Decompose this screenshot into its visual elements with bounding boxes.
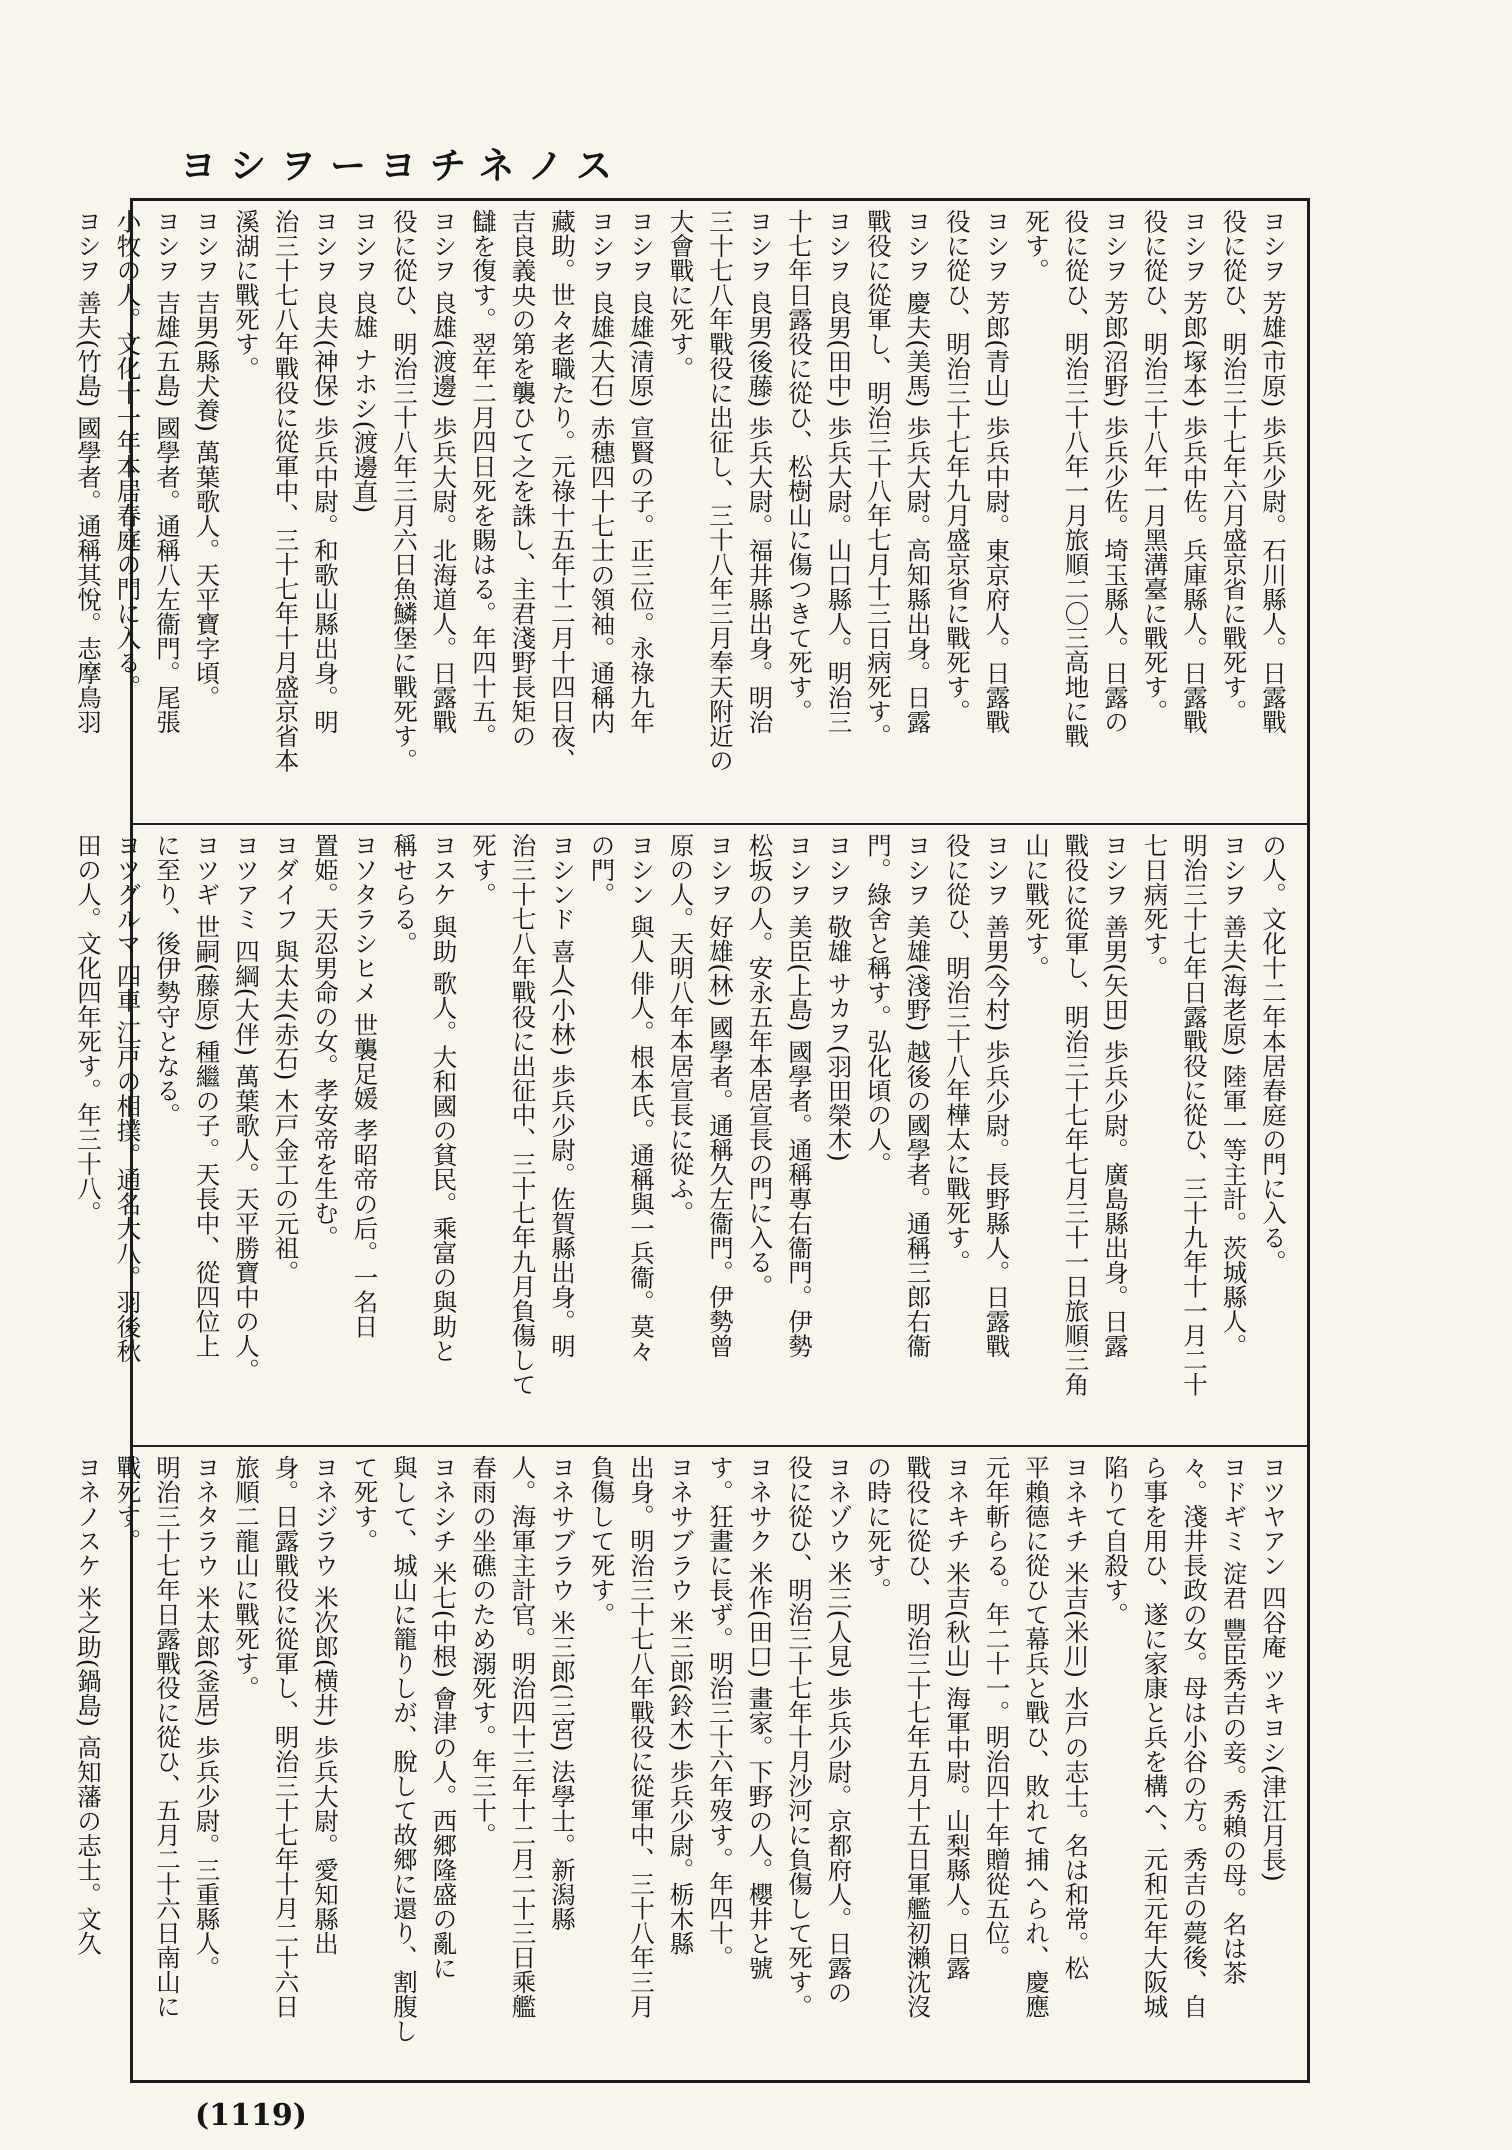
text-column: 松坂の人。安永五年本居宣長の門に入る。 xyxy=(745,833,775,1299)
text-column: ヨシヲ 吉男(縣犬養) 萬葉歌人。天平寶字頃。 xyxy=(192,209,222,710)
text-column: 平賴德に從ひて幕兵と戰ひ、敗れて捕へられ、慶應 xyxy=(1022,1455,1051,2019)
text-column: 小牧の人。文化十一年本居春庭の門に入る。 xyxy=(113,209,143,699)
text-column: ヨシヲ 善男(今村) 歩兵少尉。長野縣人。日露戰 xyxy=(982,833,1012,1358)
text-column: ヨシヲ 好雄(林) 國學者。通稱久左衞門。伊勢曾 xyxy=(706,833,735,1358)
text-column: 田の人。文化四年死す。年三十八。 xyxy=(74,833,103,1225)
text-column: 吉良義央の第を襲ひて之を誅し、主君淺野長矩の xyxy=(508,209,538,748)
text-column: 原の人。天明八年本居宣長に從ふ。 xyxy=(666,833,696,1225)
text-column: ヨツヤアン 四谷庵 ツキヨシ(津江月長) xyxy=(1259,1455,1288,1882)
text-column: ヨソタラシヒメ 世襲足媛 孝昭帝の后。一名日 xyxy=(350,833,380,1339)
text-column: ヨネサブラウ 米三郎(鈴木) 歩兵少尉。栃木縣 xyxy=(666,1455,696,1956)
text-column: ヨダイフ 與太夫(赤石) 木戸金工の元祖。 xyxy=(271,833,301,1285)
text-column: ヨシン 與人 俳人。根本氏。通稱與一兵衞。莫々 xyxy=(627,833,656,1364)
text-column: 戰役に從軍し、明治三十七年七月三十一日旅順三角 xyxy=(1061,833,1091,1397)
text-column: ヨシヲ 良男(後藤) 歩兵大尉。福井縣出身。明治 xyxy=(745,209,775,734)
text-column: ヨドギミ 淀君 豐臣秀吉の妾。秀賴の母。名は茶 xyxy=(1219,1455,1249,1986)
text-column: 稱せらる。 xyxy=(390,833,419,956)
text-band-top xyxy=(74,201,1307,823)
text-column: ヨシヲ 良雄(渡邊) 歩兵大尉。北海道人。日露戰 xyxy=(429,209,459,734)
text-column: 溪湖に戰死す。 xyxy=(232,209,261,381)
text-column: 旅順二龍山に戰死す。 xyxy=(232,1455,261,1700)
text-column: ヨネサク 米作(田口) 畫家。下野の人。櫻井と號 xyxy=(745,1455,775,1980)
text-column: 戰役に從軍し、明治三十八年七月十三日病死す。 xyxy=(864,209,893,748)
text-column: の人。文化十二年本居春庭の門に入る。 xyxy=(1259,833,1288,1274)
page-frame xyxy=(74,198,1310,2083)
text-column: 讎を復す。翌年二月四日死を賜はる。年四十五。 xyxy=(469,209,498,748)
text-column: 役に從ひ、明治三十八年三月六日魚鱗堡に戰死す。 xyxy=(390,209,419,773)
text-column: ヨシヲ 芳郎(青山) 歩兵中尉。東京府人。日露戰 xyxy=(982,209,1012,734)
text-column: ヨツギ 世嗣(藤原) 種繼の子。天長中、從四位上 xyxy=(192,833,222,1358)
text-column: ヨシヲ 美臣(上島) 國學者。通稱專右衞門。伊勢 xyxy=(785,833,814,1358)
text-column: 陷りて自殺す。 xyxy=(1101,1455,1130,1627)
text-column: 十七年日露役に從ひ、松樹山に傷つきて死す。 xyxy=(785,209,814,724)
text-column: ヨシヲ 芳郎(塚本) 歩兵中佐。兵庫縣人。日露戰 xyxy=(1180,209,1209,734)
text-column: 役に從ひ、明治三十八年樺太に戰死す。 xyxy=(943,833,972,1274)
text-column: 大會戰に死す。 xyxy=(666,209,696,381)
text-column: ヨシヲ 良夫(神保) 歩兵中尉。和歌山縣出身。明 xyxy=(311,209,340,734)
text-column: ヨシヲ 芳雄(市原) 歩兵少尉。石川縣人。日露戰 xyxy=(1259,209,1288,734)
text-column: ヨツアミ 四綱(大伴) 萬葉歌人。天平勝寶中の人。 xyxy=(232,833,261,1383)
text-column: 身。日露戰役に從軍し、明治三十七年十月二十六日 xyxy=(271,1455,301,2019)
text-column: ヨスケ 與助 歌人。大和國の貧民。乘富の與助と xyxy=(429,833,459,1364)
text-column: ヨネキチ 米吉(秋山) 海軍中尉。山梨縣人。日露 xyxy=(943,1455,972,1980)
text-column: ヨシヲ 善男(矢田) 歩兵少尉。廣島縣出身。日露 xyxy=(1101,833,1130,1358)
text-column: ヨシヲ 善夫(海老原) 陸軍一等主計。茨城縣人。 xyxy=(1219,833,1249,1358)
text-column: ヨシヲ 美雄(淺野) 越後の國學者。通稱三郎右衞 xyxy=(903,833,933,1358)
page-number: (1119) xyxy=(195,2098,307,2133)
text-column: 七日病死す。 xyxy=(1140,833,1170,980)
text-band-bottom xyxy=(74,1447,1307,2080)
text-column: ヨシンド 喜人(小林) 歩兵少尉。佐賀縣出身。明 xyxy=(548,833,577,1358)
text-column: に至り、後伊勢守となる。 xyxy=(153,833,182,1127)
running-head: ヨシヲーヨチネノス xyxy=(180,146,627,187)
text-column: 藏助。世々老職たり。元祿十五年十二月十四日夜、 xyxy=(548,209,577,773)
text-column: の時に死す。 xyxy=(864,1455,893,1602)
text-column: ヨシヲ 良男(田中) 歩兵大尉。山口縣人。明治三 xyxy=(824,209,854,734)
text-column: ヨツグルマ 四車 江戸の相撲。通名大八。羽後秋 xyxy=(113,833,143,1364)
text-column: 負傷して死す。 xyxy=(587,1455,617,1627)
text-column: て死す。 xyxy=(350,1455,380,1553)
text-column: ヨネノスケ 米之助(鍋島) 高知藩の志士。文久 xyxy=(74,1455,103,1956)
text-column: 役に從ひ、明治三十八年一月黑溝臺に戰死す。 xyxy=(1140,209,1170,724)
text-column: 門。綠舍と稱す。弘化頃の人。 xyxy=(864,833,893,1176)
text-column: ヨネサブラウ 米三郎(三宮) 法學士。新潟縣 xyxy=(548,1455,577,1931)
text-column: 明治三十七年日露戰役に從ひ、五月二十六日南山に xyxy=(153,1455,182,2019)
text-column: の門。 xyxy=(587,833,617,907)
text-column: 役に從ひ、明治三十七年六月盛京省に戰死す。 xyxy=(1219,209,1249,724)
text-band-middle xyxy=(74,825,1307,1445)
text-column: 山に戰死す。 xyxy=(1022,833,1051,980)
text-column: 治三十七八年戰役に出征中、三十七年九月負傷して xyxy=(508,833,538,1397)
text-column: 人。海軍主計官。明治四十三年十二月二十三日乘艦 xyxy=(508,1455,538,2019)
text-column: 役に從ひ、明治三十七年九月盛京省に戰死す。 xyxy=(943,209,972,724)
text-column: ヨシヲ 良雄 ナホシ(渡邊直) xyxy=(350,209,380,514)
text-column: 々。淺井長政の女。母は小谷の方。秀吉の薨後、自 xyxy=(1180,1455,1209,2019)
text-column: 役に從ひ、明治三十七年十月沙河に負傷して死す。 xyxy=(785,1455,814,2019)
text-column: 與して、城山に籠りしが、脫して故郷に還り、割腹し xyxy=(390,1455,419,2043)
text-column: 治三十七八年戰役に從軍中、三十七年十月盛京省本 xyxy=(271,209,301,773)
text-column: 明治三十七年日露戰役に從ひ、三十九年十一月二十 xyxy=(1180,833,1209,1397)
text-column: ヨネシチ 米七(中根) 會津の人。西郷隆盛の亂に xyxy=(429,1455,459,1980)
text-column: 役に從ひ、明治三十八年一月旅順二〇三高地に戰 xyxy=(1061,209,1091,748)
text-column: ヨシヲ 吉雄(五島) 國學者。通稱八左衞門。尾張 xyxy=(153,209,182,734)
text-column: 置姫。天忍男命の女。孝安帝を生む。 xyxy=(311,833,340,1250)
text-column: 春雨の坐礁のため溺死す。年三十。 xyxy=(469,1455,498,1847)
text-column: ヨシヲ 善夫(竹島) 國學者。通稱其悅。志摩鳥羽 xyxy=(74,209,103,734)
text-column: ヨネジラウ 米次郎(横井) 歩兵大尉。愛知縣出 xyxy=(311,1455,340,1956)
text-column: ヨネタラウ 米太郎(釜居) 歩兵少尉。三重縣人。 xyxy=(192,1455,222,1980)
text-column: ヨシヲ 良雄(清原) 宣賢の子。正三位。永祿九年 xyxy=(627,209,656,734)
text-column: 死す。 xyxy=(469,833,498,907)
text-column: ヨネゾウ 米三(人見) 歩兵少尉。京都府人。日露の xyxy=(824,1455,854,2005)
text-column: ら事を用ひ、遂に家康と兵を構へ、元和元年大阪城 xyxy=(1140,1455,1170,2019)
text-column: ヨネキチ 米吉(米川) 水戸の志士。名は和常。松 xyxy=(1061,1455,1091,1980)
text-column: 出身。明治三十七八年戰役に從軍中、三十八年三月 xyxy=(627,1455,656,2019)
text-column: 戰役に從ひ、明治三十七年五月十五日軍艦初瀨沈沒 xyxy=(903,1455,933,2019)
text-column: 戰死す。 xyxy=(113,1455,143,1553)
text-column: 死す。 xyxy=(1022,209,1051,283)
text-column: 元年斬らる。年二十一。明治四十年贈從五位。 xyxy=(982,1455,1012,1970)
text-column: す。狂畫に長ず。明治三十六年歿す。年四十。 xyxy=(706,1455,735,1970)
text-column: ヨシヲ 敬雄 サカヲ(羽田榮木) xyxy=(824,833,854,1162)
text-column: ヨシヲ 芳郎(沼野) 歩兵少佐。埼玉縣人。日露の xyxy=(1101,209,1130,734)
text-column: 三十七八年戰役に出征し、三十八年三月奉天附近の xyxy=(706,209,735,773)
text-column: ヨシヲ 良雄(大石) 赤穗四十七士の領袖。通稱内 xyxy=(587,209,617,734)
text-column: ヨシヲ 慶夫(美馬) 歩兵大尉。高知縣出身。日露 xyxy=(903,209,933,734)
